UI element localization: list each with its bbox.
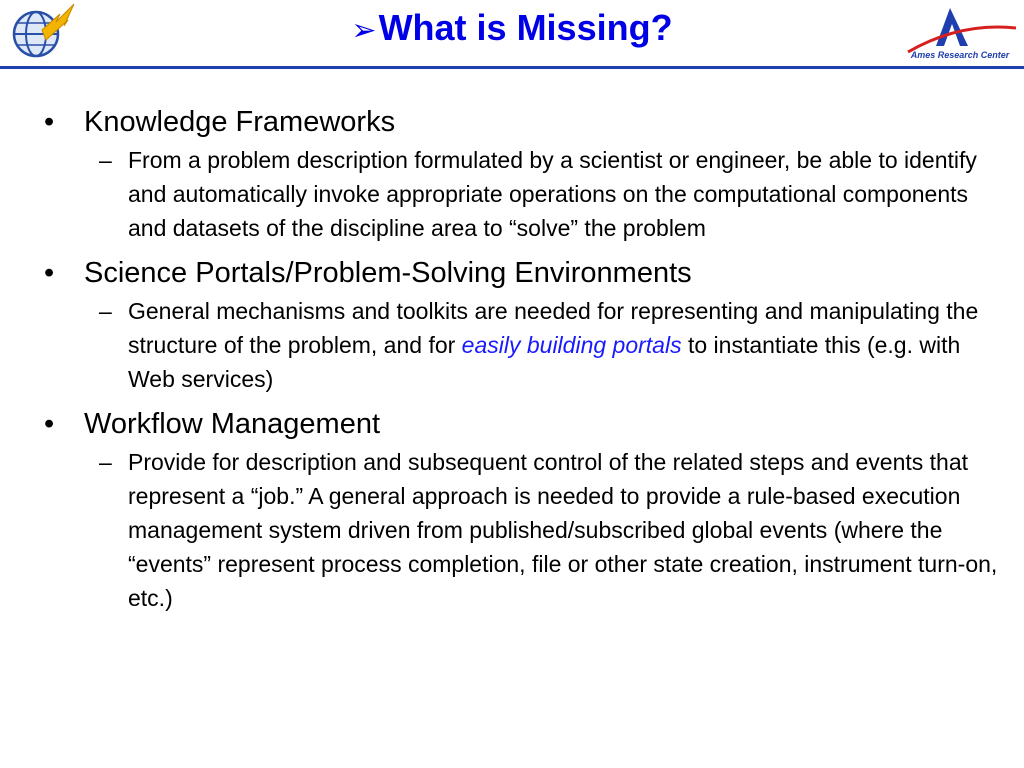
bullet-heading: Workflow Management	[84, 408, 381, 440]
bullet-heading: Science Portals/Problem-Solving Environments	[84, 257, 692, 289]
slide-header	[0, 0, 1024, 66]
highlighted-phrase: easily building portals	[461, 332, 682, 358]
slide-title	[0, 6, 1024, 53]
bullet-dot: •	[44, 106, 55, 138]
sub-bullet	[42, 294, 1002, 396]
sub-bullet-dash: –	[99, 147, 112, 173]
bullet-item	[42, 104, 1002, 140]
slide-title-text: What is Missing?	[378, 7, 673, 48]
slide-body	[42, 104, 1002, 625]
sub-bullet-dash: –	[99, 298, 112, 324]
sub-bullet-text: From a problem description formulated by a scientist or engineer, be able to identify and automatically invoke appropriate operations on the computational components and datasets of the discipline area to “solve” the problem	[128, 147, 977, 241]
bullet-item	[42, 255, 1002, 291]
ames-logo-icon	[900, 2, 1020, 62]
sub-bullet-text: Provide for description and subsequent control of the related steps and events that represent a “job.” A general approach is needed to provide a rule-based execution management system driven from published/subscribed global events (where the “events” represent process completion, file or other state creation, instrument turn-on, etc.)	[128, 449, 998, 611]
arrow-bullet-icon: ➢	[351, 14, 377, 47]
sub-bullet	[42, 143, 1002, 245]
bullet-heading: Knowledge Frameworks	[84, 106, 396, 138]
header-rule	[0, 66, 1024, 69]
sub-bullet-text-before: General mechanisms and toolkits are needed for representing and manipulating the structure of the problem, and for	[128, 298, 979, 358]
sub-bullet-text	[128, 298, 978, 392]
bullet-item	[42, 406, 1002, 442]
bullet-dot: •	[44, 408, 55, 440]
sub-bullet-text-after: to instantiate this (e.g. with Web services)	[128, 332, 961, 392]
sub-bullet-dash: –	[99, 449, 112, 475]
ames-logo-text: Ames Research Center	[910, 50, 1010, 60]
sub-bullet	[42, 445, 1002, 615]
bullet-dot: •	[44, 257, 55, 289]
